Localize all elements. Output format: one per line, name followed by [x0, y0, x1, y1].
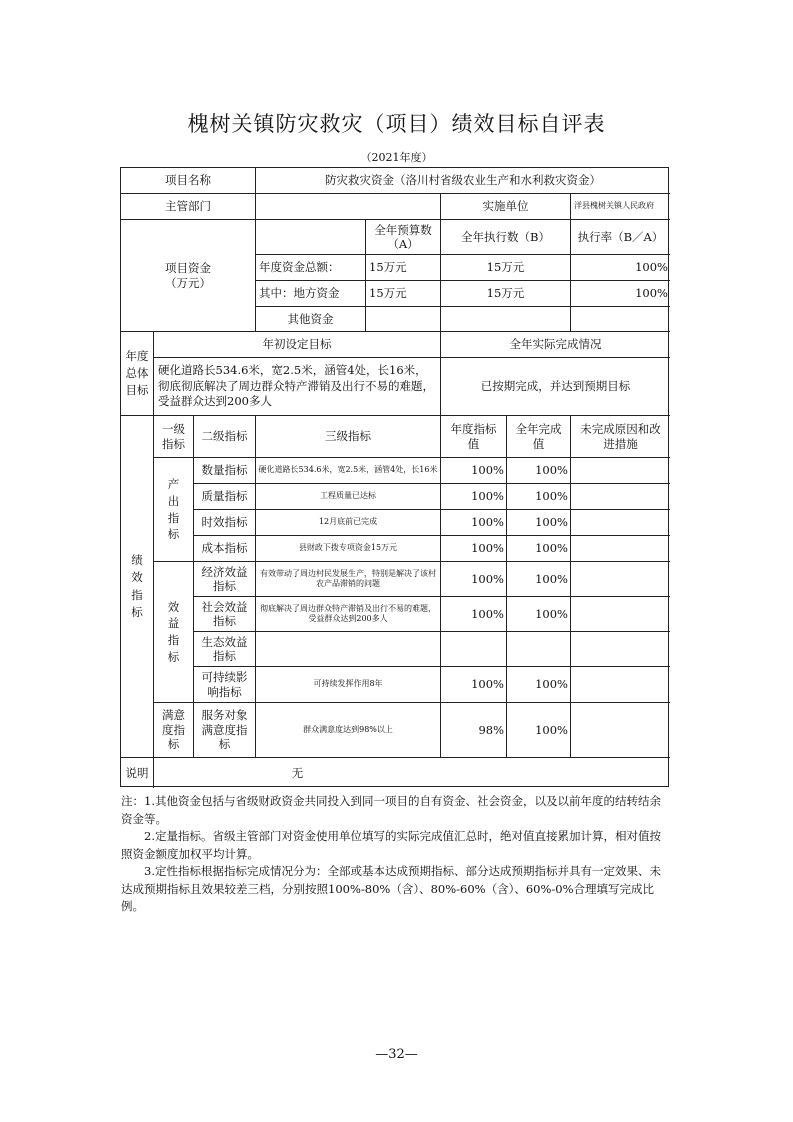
actual-value: 100%	[507, 484, 571, 510]
target-value: 100%	[441, 484, 507, 510]
col-rate: 执行率（B／A）	[571, 220, 670, 255]
actual-value: 100%	[507, 536, 571, 562]
other-rate	[571, 307, 670, 332]
col-exec: 全年执行数（B）	[441, 220, 571, 255]
actual-value: 100%	[507, 667, 571, 703]
page-title: 槐树关镇防灾救灾（项目）绩效目标自评表	[187, 112, 606, 136]
level3-indicator: 硬化道路长534.6米，宽2.5米，涵管4处，长16米	[256, 458, 441, 484]
target-value: 100%	[441, 458, 507, 484]
level3-indicator: 群众满意度达到98%以上	[256, 703, 441, 758]
total-rate: 100%	[571, 255, 670, 281]
target-value: 100%	[441, 562, 507, 597]
actual-value: 100%	[507, 703, 571, 758]
benefit-indicator-label: 效 益 指 标	[154, 562, 194, 703]
remark-value: 无	[291, 765, 304, 780]
level3-indicator: 彻底解决了周边群众特产滞销及出行不易的难题，受益群众达到200多人	[256, 597, 441, 632]
reason-value	[571, 667, 670, 703]
target-value: 100%	[441, 536, 507, 562]
project-name-label: 项目名称	[121, 168, 256, 194]
target-value: 98%	[441, 703, 507, 758]
actual-value: 100%	[507, 597, 571, 632]
dept-label: 主管部门	[121, 194, 256, 220]
goal-actual-header: 全年实际完成情况	[441, 332, 670, 358]
level3-indicator: 可持续发挥作用8年	[256, 667, 441, 703]
target-value: 100%	[441, 597, 507, 632]
header-level3: 三级指标	[256, 416, 441, 458]
funds-label: 项目资金 （万元）	[121, 220, 256, 332]
header-actual: 全年完成 值	[507, 416, 571, 458]
local-exec: 15万元	[441, 281, 571, 307]
local-budget: 15万元	[366, 281, 441, 307]
level3-indicator: 县财政下拨专项资金15万元	[256, 536, 441, 562]
reason-value	[571, 458, 670, 484]
level2-indicator: 生态效益 指标	[194, 632, 256, 667]
footnote-3: 3.定性指标根据指标完成情况分为：全部或基本达成预期指标、部分达成预期指标并具有一定效果、未达成预期指标且效果较差三档，分别按照100%-80%（含）、80%-60%（含）、60%-0%合理填写完成比例。	[121, 864, 661, 913]
footnote-1: 注：1.其他资金包括与省级财政资金共同投入到同一项目的自有资金、社会资金，以及以前年度的结转结余资金等。	[121, 794, 661, 826]
reason-value	[571, 632, 670, 667]
total-exec: 15万元	[441, 255, 571, 281]
level2-indicator: 经济效益 指标	[194, 562, 256, 597]
other-exec	[441, 307, 571, 332]
goal-actual-text: 已按期完成，并达到预期目标	[441, 358, 670, 416]
impl-value: 洋县槐树关镇人民政府	[571, 194, 670, 220]
level3-indicator: 工程质量已达标	[256, 484, 441, 510]
annual-goal-label: 年度 总体 目标	[121, 332, 154, 416]
actual-value	[507, 632, 571, 667]
footnotes	[121, 793, 671, 916]
reason-value	[571, 703, 670, 758]
level2-indicator: 社会效益 指标	[194, 597, 256, 632]
other-budget	[366, 307, 441, 332]
reason-value	[571, 510, 670, 536]
level2-indicator: 可持续影 响指标	[194, 667, 256, 703]
reason-value	[571, 562, 670, 597]
header-reason: 未完成原因和改 进措施	[571, 416, 670, 458]
performance-label: 绩 效 指 标	[121, 416, 154, 758]
remark-label: 说明	[121, 758, 154, 788]
satisfaction-indicator-label: 满意 度指 标	[154, 703, 194, 758]
total-budget: 15万元	[366, 255, 441, 281]
funds-corner	[256, 220, 366, 255]
reason-value	[571, 597, 670, 632]
level3-indicator: 有效带动了周边村民发展生产，特别是解决了该村农产品滞销的问题	[256, 562, 441, 597]
dept-value	[256, 194, 441, 220]
total-funds-label: 年度资金总额：	[256, 255, 366, 281]
level2-indicator: 数量指标	[194, 458, 256, 484]
level2-indicator: 成本指标	[194, 536, 256, 562]
level2-indicator: 质量指标	[194, 484, 256, 510]
target-value: 100%	[441, 510, 507, 536]
target-value	[441, 632, 507, 667]
col-budget: 全年预算数（A）	[366, 220, 441, 255]
actual-value: 100%	[507, 510, 571, 536]
output-indicator-label: 产 出 指 标	[154, 458, 194, 562]
goal-set-text: 硬化道路长534.6米，宽2.5米，涵管4处，长16米，彻底彻底解决了周边群众特产滞销及出行不易的难题，受益群众达到200多人	[154, 358, 441, 416]
page-number: —32—	[375, 1047, 418, 1062]
reason-value	[571, 536, 670, 562]
header-level1: 一级 指标	[154, 416, 194, 458]
actual-value: 100%	[507, 562, 571, 597]
header-target: 年度指标 值	[441, 416, 507, 458]
footnote-2: 2.定量指标。省级主管部门对资金使用单位填写的实际完成值汇总时，绝对值直接累加计算，相对值按照资金额度加权平均计算。	[121, 829, 661, 861]
goal-set-header: 年初设定目标	[154, 332, 441, 358]
local-rate: 100%	[571, 281, 670, 307]
level2-indicator: 服务对象 满意度指 标	[194, 703, 256, 758]
reason-value	[571, 484, 670, 510]
actual-value: 100%	[507, 458, 571, 484]
level3-indicator	[256, 632, 441, 667]
level2-indicator: 时效指标	[194, 510, 256, 536]
other-funds-label: 其他资金	[256, 307, 366, 332]
evaluation-table	[120, 167, 669, 787]
local-funds-label: 其中：地方资金	[256, 281, 366, 307]
header-level2: 二级指标	[194, 416, 256, 458]
impl-label: 实施单位	[441, 194, 571, 220]
project-name-value: 防灾救灾资金（洛川村省级农业生产和水利救灾资金）	[256, 168, 670, 194]
remark-extra	[441, 758, 670, 788]
fiscal-year: （2021年度）	[360, 151, 433, 164]
target-value: 100%	[441, 667, 507, 703]
level3-indicator: 12月底前已完成	[256, 510, 441, 536]
